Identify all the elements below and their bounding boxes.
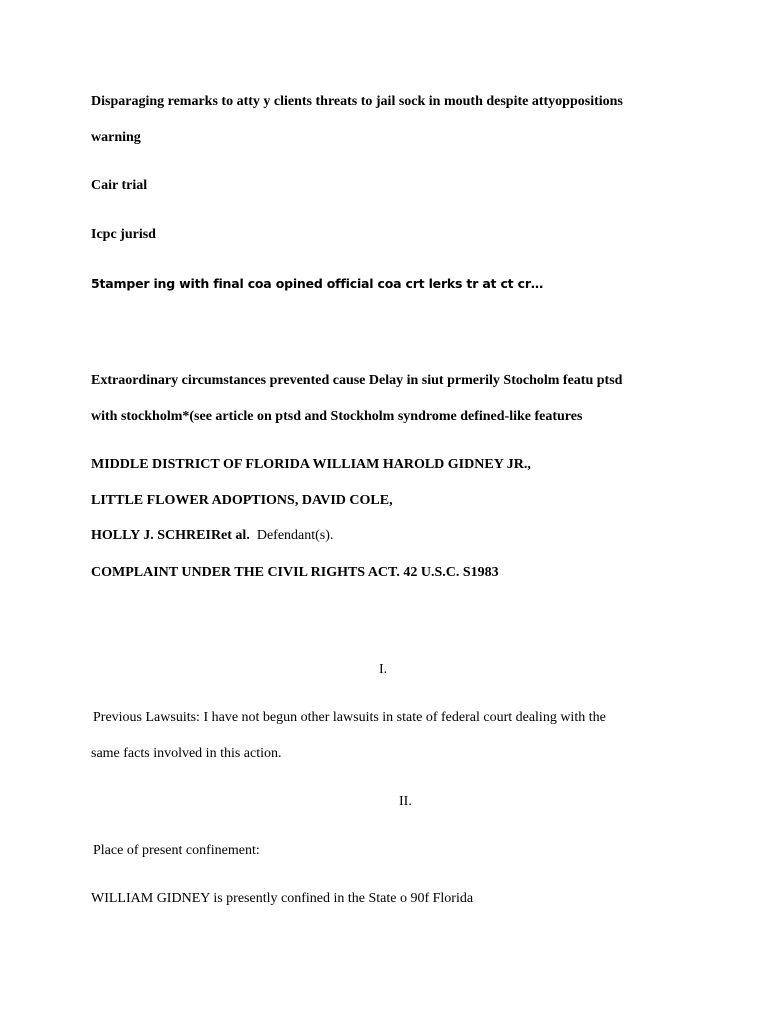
text-line-tampering: 5tamper ing with final coa opined official coa crt lerks tr at ct cr… <box>91 276 544 291</box>
caption-line-middle-district: MIDDLE DISTRICT OF FLORIDA WILLIAM HAROLD GIDNEY JR., <box>91 457 531 472</box>
section-heading-ii: II. <box>399 794 412 809</box>
text-line-disparaging-remarks: Disparaging remarks to atty y clients threats to jail sock in mouth despite attyoppositions <box>91 94 623 109</box>
caption-line-defendants <box>91 527 333 545</box>
complaint-title: COMPLAINT UNDER THE CIVIL RIGHTS ACT. 42 U.S.C. S1983 <box>91 565 499 580</box>
text-line-warning: warning <box>91 130 141 145</box>
text-line-icpc-jurisd: Icpc jurisd <box>91 227 156 242</box>
caption-line-little-flower: LITTLE FLOWER ADOPTIONS, DAVID COLE, <box>91 493 393 508</box>
text-line-confined-statement: WILLIAM GIDNEY is presently confined in the State o 90f Florida <box>91 891 474 906</box>
text-line-extraordinary-circumstances: Extraordinary circumstances prevented cause Delay in siut prmerily Stocholm featu ptsd <box>91 373 623 388</box>
text-line-stockholm: with stockholm*(see article on ptsd and Stockholm syndrome defined-like features <box>91 409 583 424</box>
text-line-place-of-confinement: Place of present confinement: <box>93 843 260 858</box>
defendant-label: Defendant(s). <box>256 528 334 543</box>
text-line-same-facts: same facts involved in this action. <box>91 746 282 761</box>
text-line-cair-trial: Cair trial <box>91 178 148 193</box>
defendant-name: HOLLY J. SCHREIRet al. <box>91 528 250 543</box>
text-line-previous-lawsuits: Previous Lawsuits: I have not begun other lawsuits in state of federal court dealing with the <box>93 710 606 725</box>
section-heading-i: I. <box>379 662 388 677</box>
